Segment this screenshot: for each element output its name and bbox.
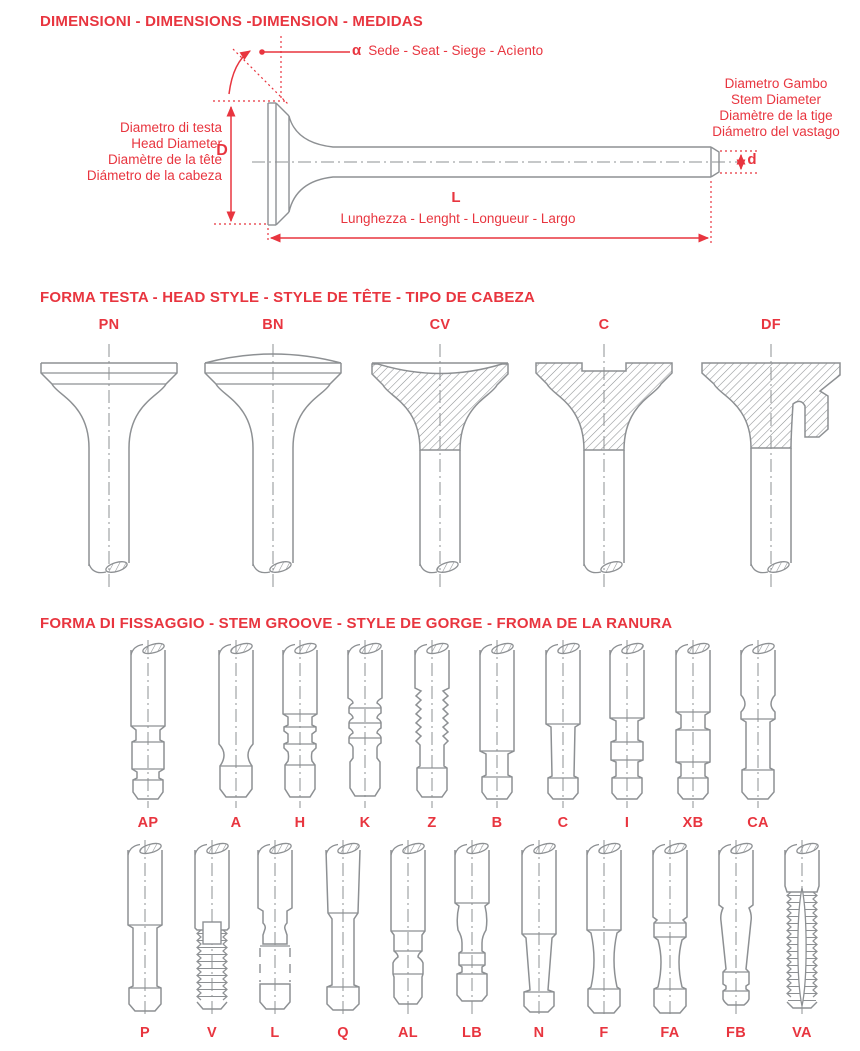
stem-diameter-line-en: Stem Diameter — [730, 92, 822, 107]
head-styles-title: FORMA TESTA - HEAD STYLE - STYLE DE TÊTE - TIPO DE CABEZA — [40, 289, 536, 306]
head-diameter-line-fr: Diamètre de la tête — [107, 152, 222, 167]
head-style-c — [536, 344, 672, 588]
head-style-cv — [372, 344, 508, 588]
stem-groove-ap — [131, 640, 165, 808]
length-label: Lunghezza - Lenght - Longueur - Largo — [340, 211, 576, 226]
head-style-label-pn: PN — [98, 317, 120, 333]
head-diameter-label — [50, 120, 222, 184]
groove-label-ca: CA — [747, 815, 769, 831]
head-style-df — [702, 344, 840, 588]
stem-groove-p — [128, 840, 162, 1016]
stem-groove-b — [480, 640, 514, 808]
groove-label-k: K — [359, 815, 371, 831]
groove-label-z: Z — [427, 815, 437, 831]
stem-groove-va — [785, 840, 819, 1016]
stem-groove-al — [391, 840, 425, 1016]
stem-groove-fb — [719, 840, 753, 1016]
groove-label-xb: XB — [682, 815, 704, 831]
stem-diameter-line-it: Diametro Gambo — [724, 76, 828, 91]
stem-groove-l — [258, 840, 292, 1016]
groove-label-ap: AP — [137, 815, 159, 831]
head-diameter-line-en: Head Diameter — [131, 136, 222, 151]
head-style-label-bn: BN — [262, 317, 284, 333]
groove-label-a: A — [230, 815, 242, 831]
stem-groove-h — [283, 640, 317, 808]
groove-label-lb: LB — [462, 1025, 482, 1041]
groove-label-i: I — [624, 815, 630, 831]
alpha-symbol: α — [352, 42, 362, 59]
head-style-bn — [205, 344, 341, 588]
head-diameter-line-it: Diametro di testa — [119, 120, 222, 135]
groove-label-q: Q — [337, 1025, 349, 1041]
groove-label-al: AL — [398, 1025, 418, 1041]
groove-label-f: F — [599, 1025, 609, 1041]
stem-groove-lb — [455, 840, 489, 1016]
head-style-pn — [41, 344, 177, 588]
stem-diameter-line-fr: Diamètre de la tige — [719, 108, 833, 123]
stem-groove-fa — [653, 840, 687, 1016]
head-diameter-symbol: D — [216, 142, 228, 159]
groove-label-c: C — [557, 815, 569, 831]
head-style-label-c: C — [598, 317, 610, 333]
groove-label-p: P — [140, 1025, 150, 1041]
stem-groove-z — [415, 640, 449, 808]
seat-angle-label — [352, 42, 543, 59]
stem-groove-xb — [676, 640, 710, 808]
groove-label-b: B — [491, 815, 503, 831]
groove-label-h: H — [294, 815, 306, 831]
groove-label-n: N — [533, 1025, 545, 1041]
stem-diameter-line-es: Diámetro del vastago — [712, 124, 840, 139]
dimensions-title: DIMENSIONI - DIMENSIONS -DIMENSION - MEDIDAS — [40, 13, 423, 30]
stem-groove-ca — [741, 640, 775, 808]
groove-label-v: V — [207, 1025, 217, 1041]
groove-label-fb: FB — [726, 1025, 746, 1041]
stem-diameter-symbol: d — [747, 151, 757, 168]
groove-label-va: VA — [792, 1025, 812, 1041]
stem-groove-v — [195, 840, 229, 1016]
stem-groove-i — [610, 640, 644, 808]
length-symbol: L — [451, 189, 461, 206]
stem-grooves-title: FORMA DI FISSAGGIO - STEM GROOVE - STYLE DE GORGE - FROMA DE LA RANURA — [40, 615, 673, 632]
groove-label-fa: FA — [660, 1025, 680, 1041]
stem-groove-f — [587, 840, 621, 1016]
stem-groove-k — [348, 640, 382, 808]
seat-label-text: Sede - Seat - Siege - Acìento — [368, 43, 544, 58]
stem-groove-c — [546, 640, 580, 808]
stem-groove-n — [522, 840, 556, 1016]
head-diameter-line-es: Diámetro de la cabeza — [86, 168, 222, 183]
stem-diameter-label — [706, 76, 846, 140]
groove-label-l: L — [270, 1025, 280, 1041]
stem-groove-a — [219, 640, 253, 808]
head-style-label-cv: CV — [429, 317, 451, 333]
head-style-label-df: DF — [761, 317, 781, 333]
stem-groove-q — [326, 840, 360, 1016]
